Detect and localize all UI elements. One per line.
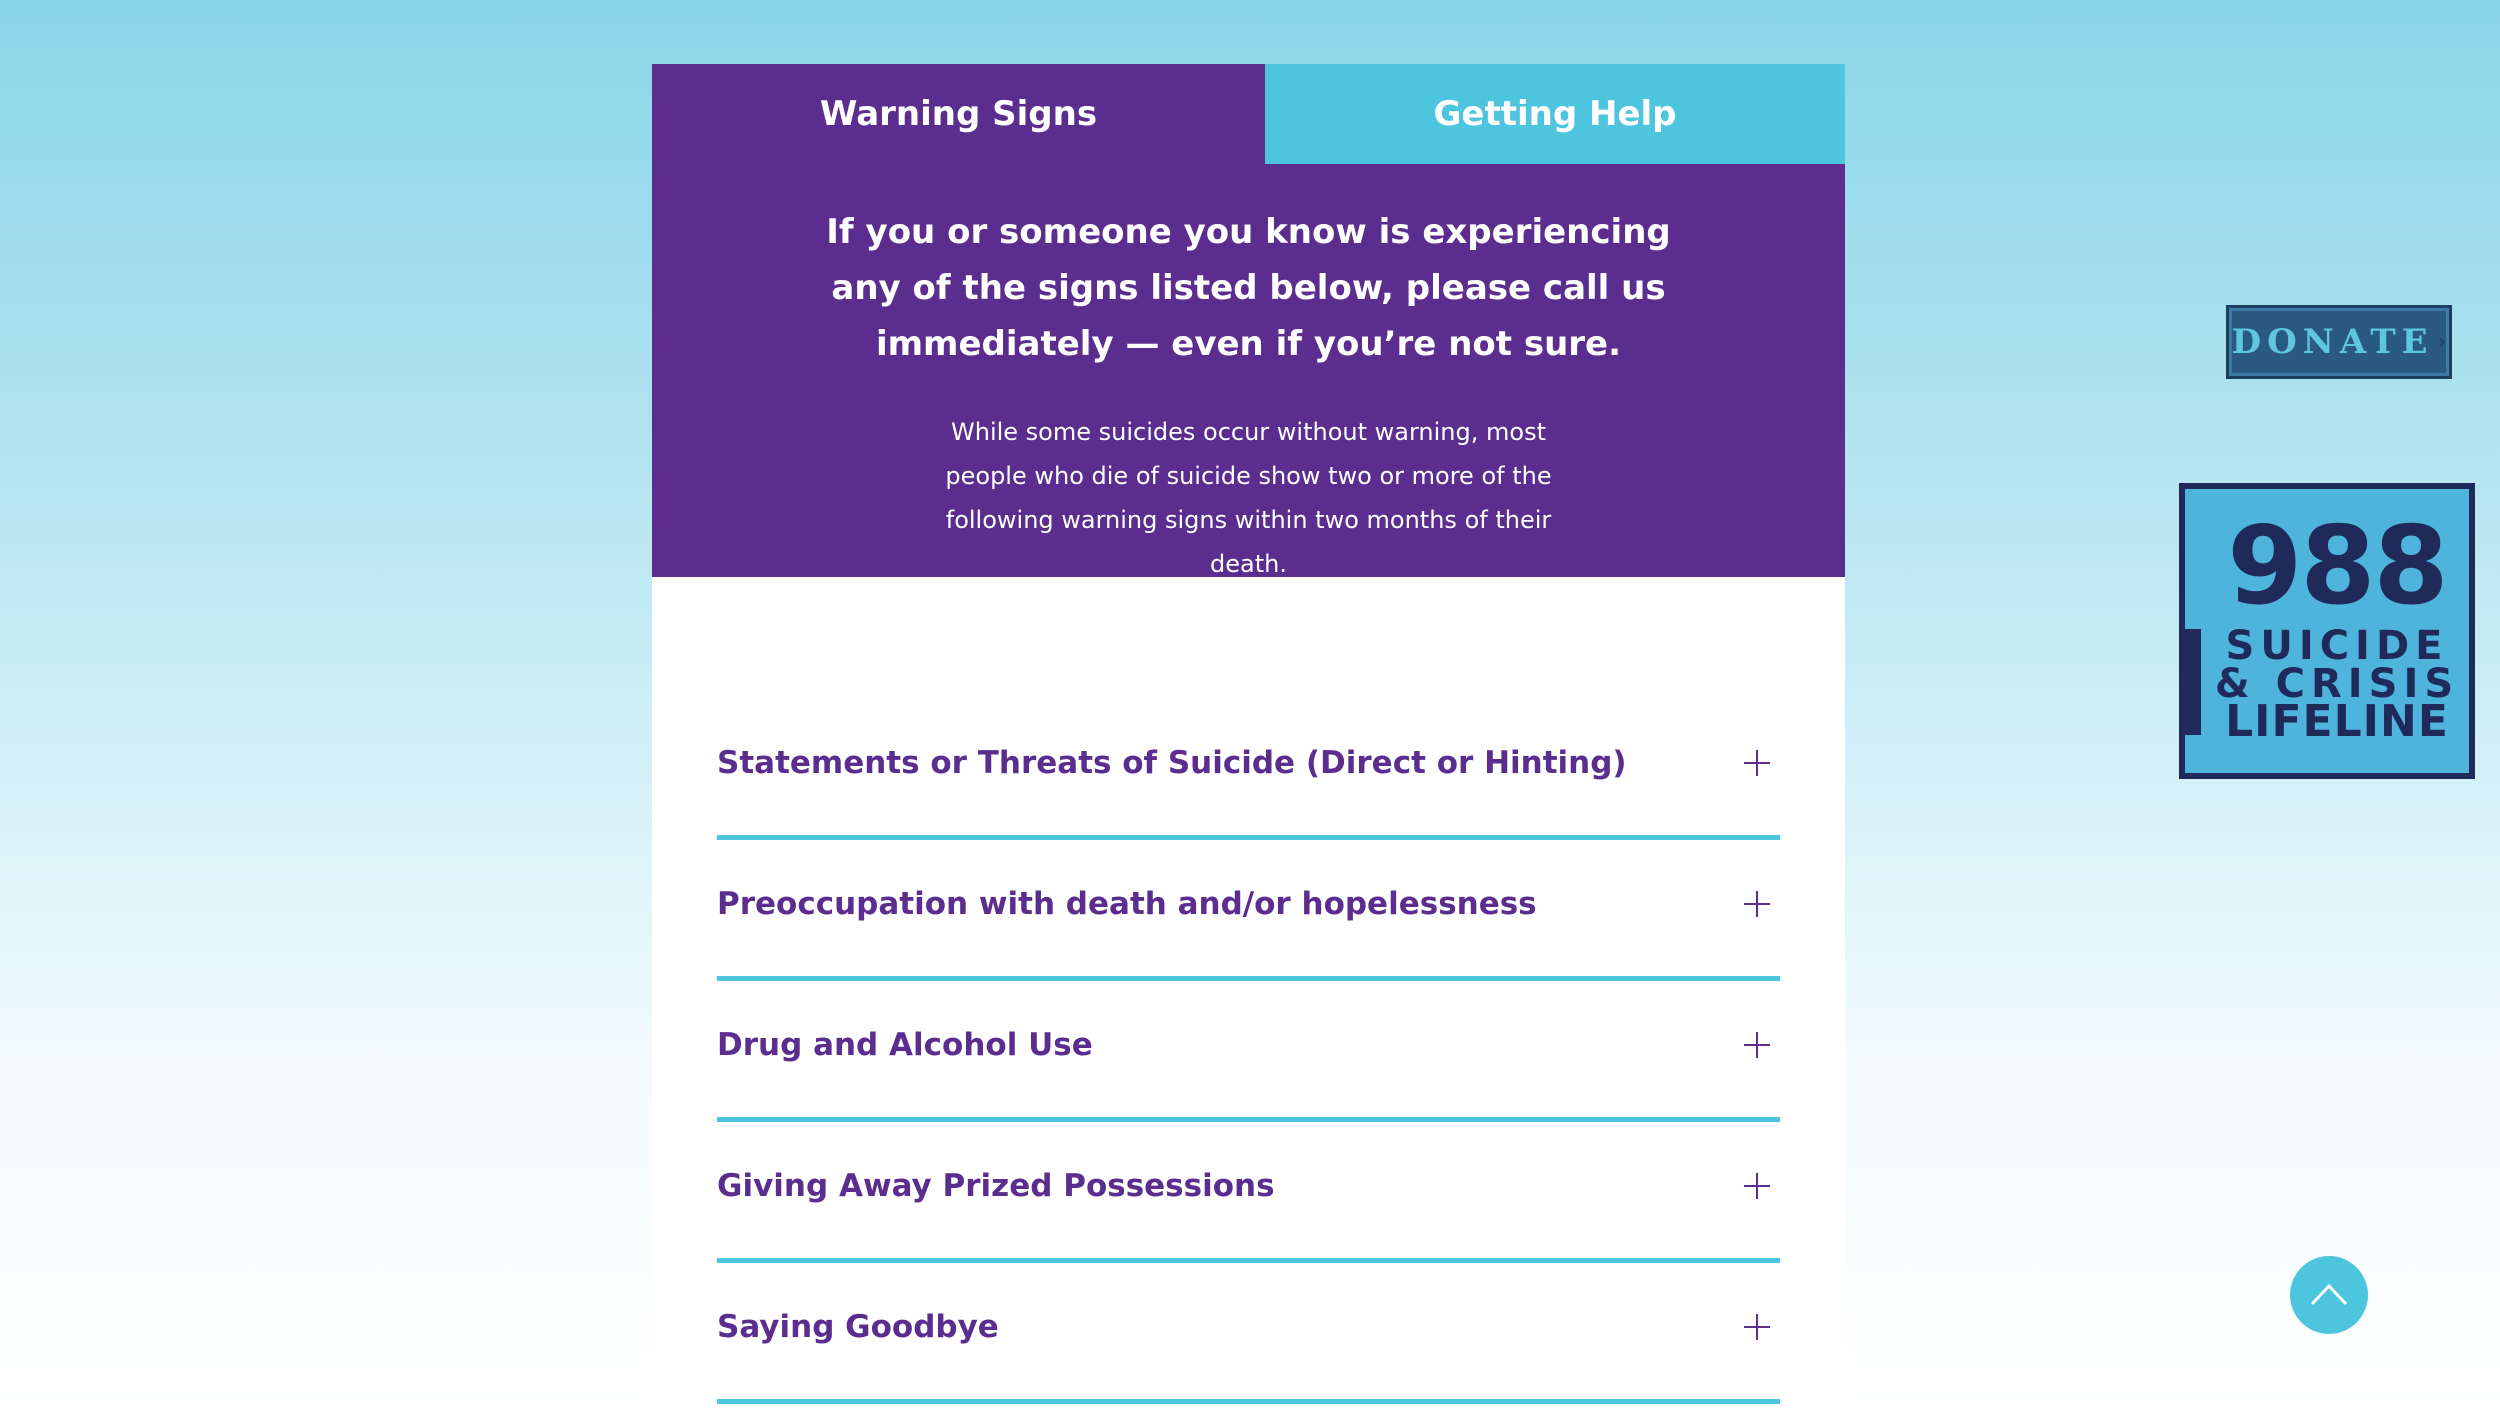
accordion-item-statements[interactable] xyxy=(717,699,1780,840)
donate-button[interactable] xyxy=(2226,305,2452,379)
tab-bar xyxy=(652,64,1845,164)
intro-panel xyxy=(652,164,1845,577)
lifeline-logo xyxy=(2185,489,2469,773)
accordion-item-possessions[interactable] xyxy=(717,1122,1780,1263)
donate-label: DONATE xyxy=(2231,322,2434,362)
plus-icon[interactable] xyxy=(1744,1314,1770,1340)
intro-body: While some suicides occur without warning, most people who die of suicide show two or more of the following warning signs within two months of their death. xyxy=(945,418,1552,578)
accordion-item-preoccupation[interactable] xyxy=(717,840,1780,981)
accordion-item-title: Giving Away Prized Possessions xyxy=(717,1168,1275,1204)
lifeline-text-line-2: & CRISIS xyxy=(2214,661,2460,707)
lifeline-text-line-3: LIFELINE xyxy=(2225,696,2449,747)
warning-signs-accordion xyxy=(717,699,1780,1404)
intro-heading: If you or someone you know is experiencing any of the signs listed below, please call us immediately — even if you’re not sure. xyxy=(826,212,1671,364)
tab-getting-help[interactable]: Getting Help xyxy=(1265,64,1845,164)
plus-icon[interactable] xyxy=(1744,1173,1770,1199)
plus-icon[interactable] xyxy=(1744,1032,1770,1058)
accordion-item-title: Preoccupation with death and/or hopelessness xyxy=(717,886,1537,922)
accordion-item-title: Statements or Threats of Suicide (Direct or Hinting) xyxy=(717,745,1627,781)
scroll-to-top-button[interactable] xyxy=(2290,1256,2368,1334)
plus-icon[interactable] xyxy=(1744,891,1770,917)
accordion-item-title: Drug and Alcohol Use xyxy=(717,1027,1093,1063)
accordion-item-drug-alcohol[interactable] xyxy=(717,981,1780,1122)
accordion-item-title: Saying Goodbye xyxy=(717,1309,999,1345)
tab-warning-signs[interactable]: Warning Signs xyxy=(652,64,1265,164)
chevron-right-icon: › xyxy=(2437,329,2447,355)
lifeline-text-line-1: SUICIDE xyxy=(2225,623,2449,669)
plus-icon[interactable] xyxy=(1744,750,1770,776)
lifeline-988-badge[interactable] xyxy=(2179,483,2475,779)
lifeline-number: 988 xyxy=(2227,504,2447,629)
warning-signs-card xyxy=(652,64,1845,1417)
chevron-up-icon xyxy=(2309,1278,2349,1308)
accordion-item-goodbye[interactable] xyxy=(717,1263,1780,1404)
